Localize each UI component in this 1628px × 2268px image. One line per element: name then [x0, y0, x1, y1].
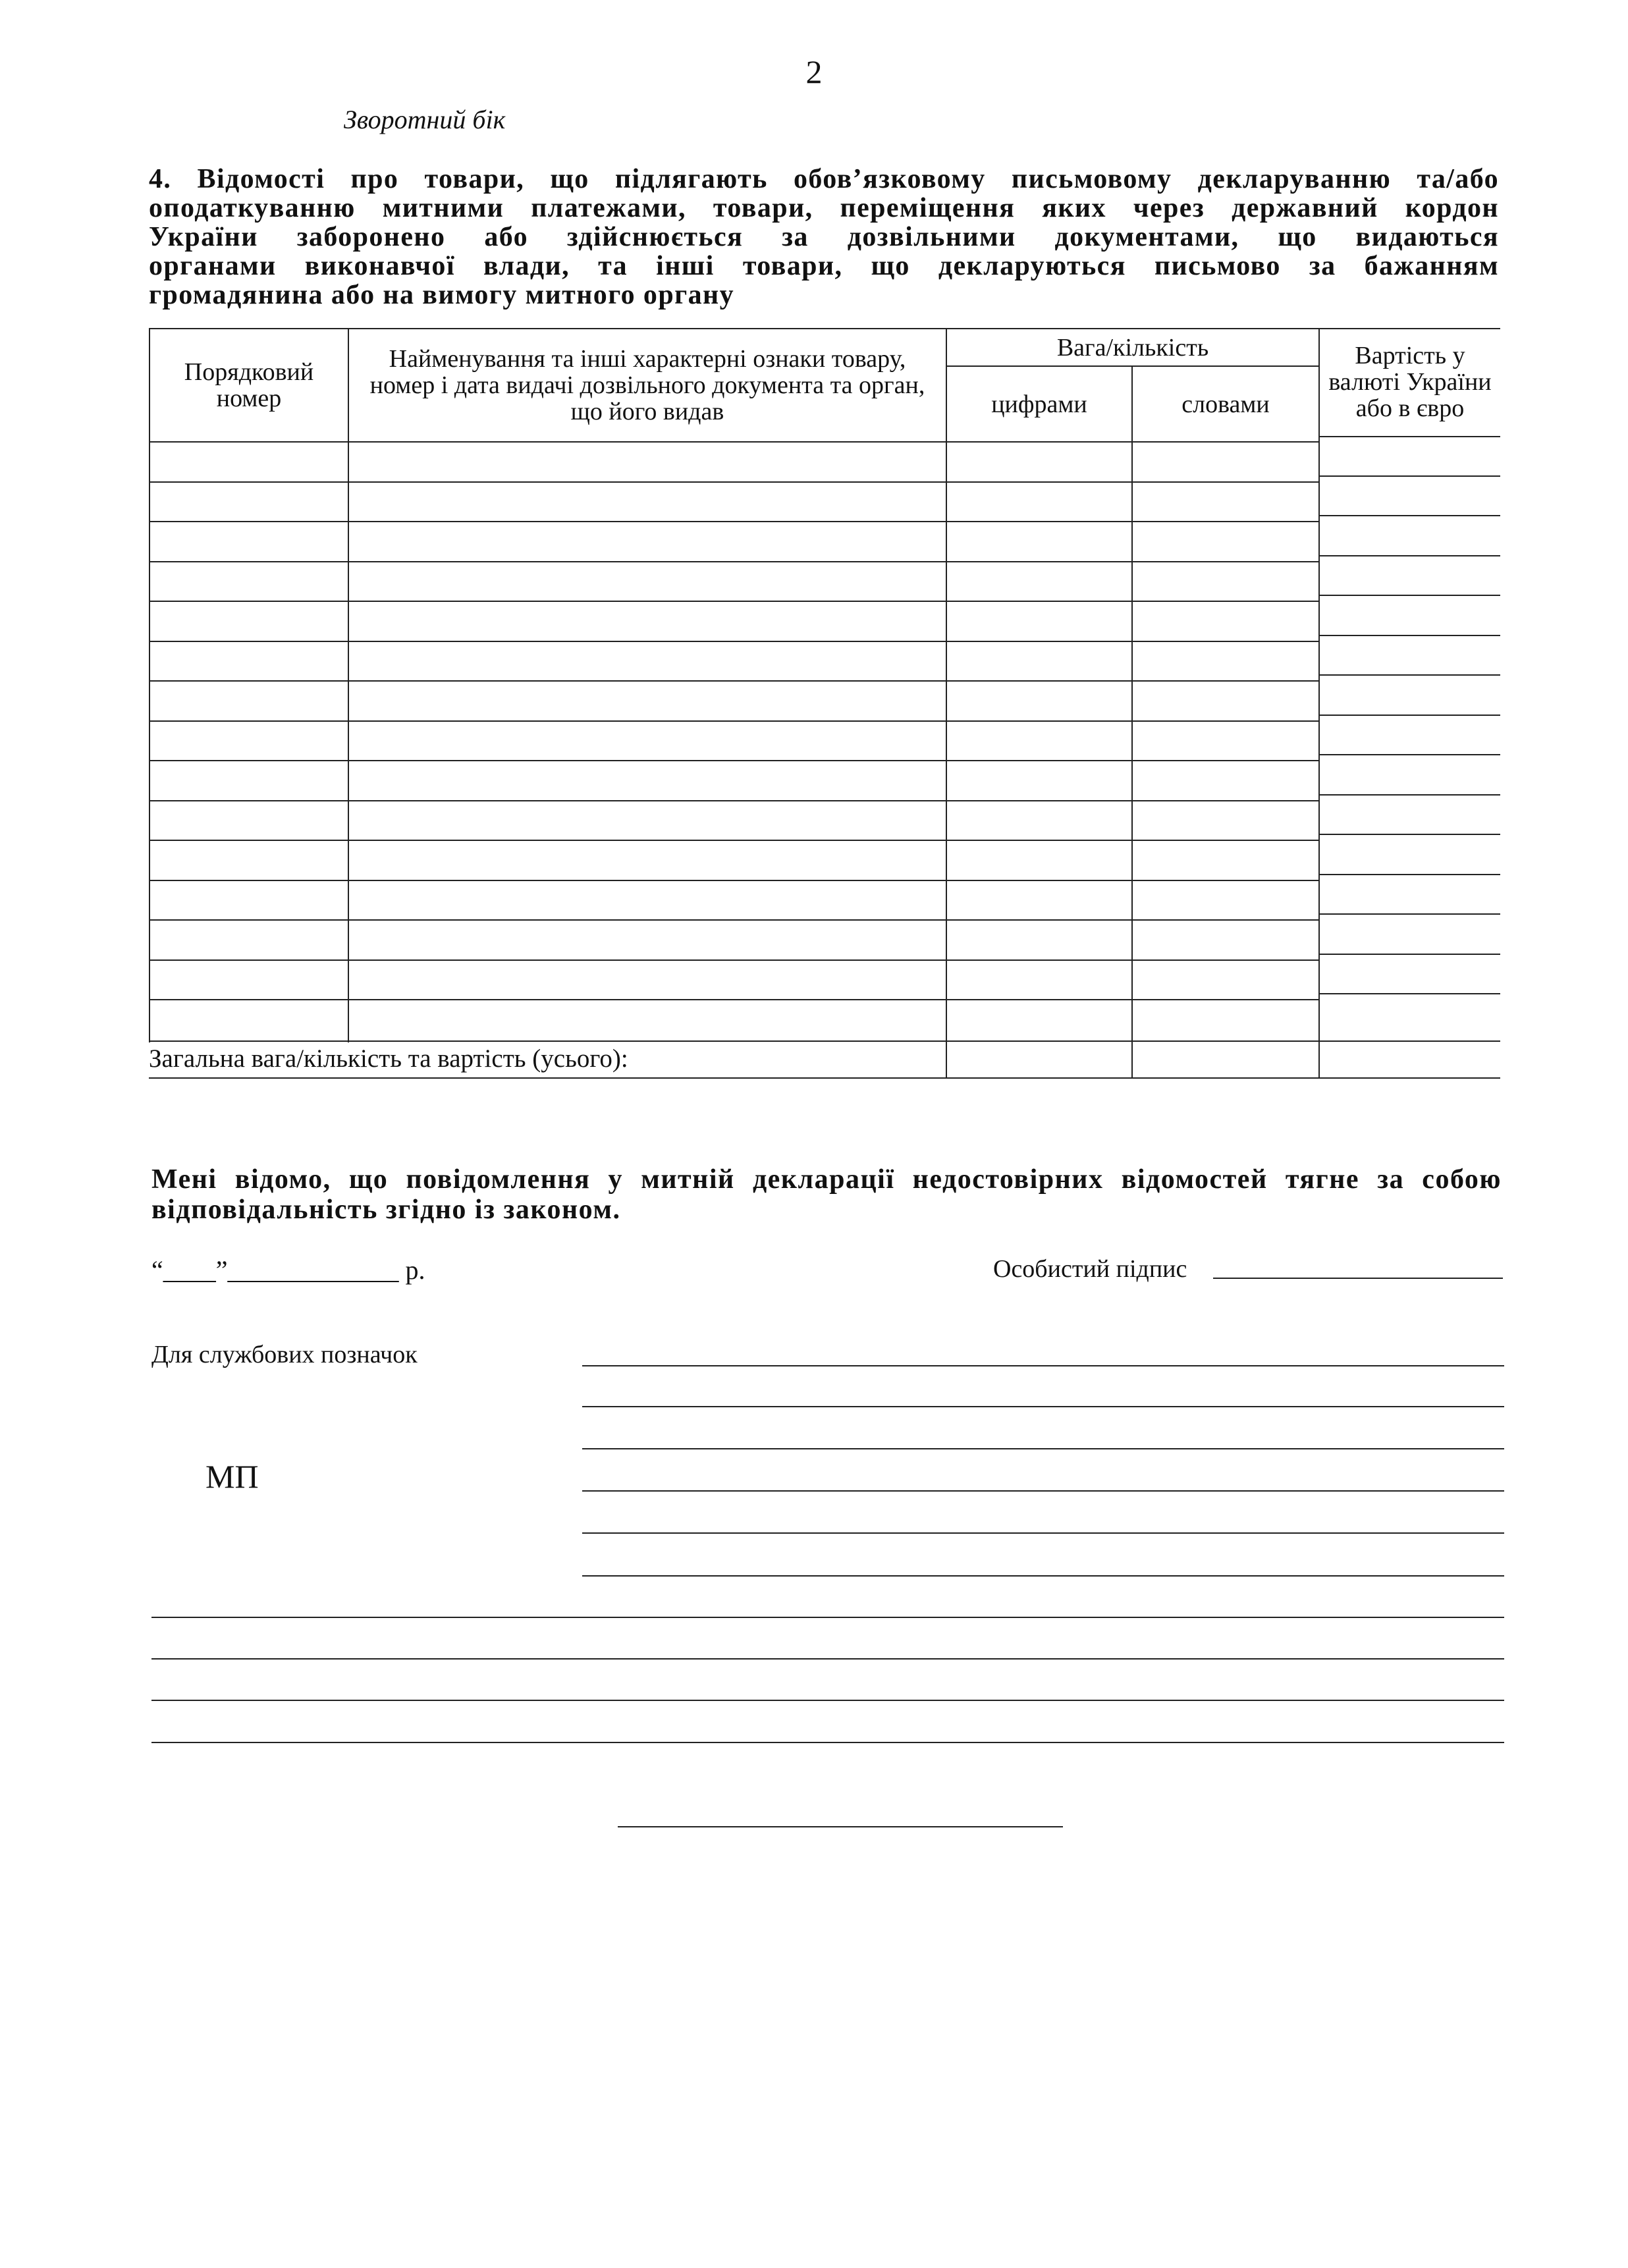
service-notes-label: Для службових позначок — [151, 1341, 418, 1368]
header-words: словами — [1181, 390, 1270, 418]
header-digits: цифрами — [991, 390, 1087, 418]
table-row — [1318, 874, 1500, 875]
table-row — [149, 840, 1318, 841]
service-notes-line[interactable] — [582, 1448, 1504, 1449]
service-notes-line[interactable] — [582, 1406, 1504, 1407]
table-bottom-border — [149, 1077, 1500, 1079]
header-name: Найменування та інші характерні ознаки товару, номер і дата видачі дозвільного документа та орган, що його видав — [369, 345, 925, 425]
table-row — [1318, 834, 1500, 835]
service-notes-line[interactable] — [582, 1575, 1504, 1577]
table-border — [1318, 328, 1320, 1077]
table-border — [946, 365, 1318, 367]
service-notes-line[interactable] — [151, 1658, 1504, 1660]
table-row — [149, 561, 1318, 562]
table-row — [1318, 794, 1500, 796]
section-heading — [149, 165, 1499, 310]
total-label: Загальна вага/кількість та вартість (усього): — [149, 1044, 628, 1073]
table-row — [1318, 635, 1500, 636]
table-border — [1131, 365, 1133, 1077]
table-row — [1318, 475, 1500, 477]
heading-line: органами виконавчої влади, та інші товари, що декларуються письмово за бажанням — [149, 251, 1499, 281]
table-row — [1318, 674, 1500, 676]
table-row — [149, 521, 1318, 522]
heading-line: 4. Відомості про товари, що підлягають обов’язковому письмовому декларуванню та/або — [149, 164, 1499, 194]
table-row — [1318, 555, 1500, 556]
table-row — [149, 959, 1318, 961]
table-row — [149, 1040, 1500, 1042]
service-notes-line[interactable] — [582, 1490, 1504, 1492]
table-row — [1318, 913, 1500, 915]
heading-line: оподаткуванню митними платежами, товари, переміщення яких через державний кордон — [149, 193, 1499, 223]
closing-separator — [618, 1826, 1063, 1827]
service-notes-line[interactable] — [151, 1742, 1504, 1743]
table-row — [149, 999, 1318, 1000]
table-row — [1318, 595, 1500, 596]
table-border — [1318, 436, 1500, 437]
table-row — [149, 800, 1318, 801]
table-border — [149, 441, 1318, 443]
table-row — [1318, 515, 1500, 516]
stamp-place-label: МП — [205, 1458, 259, 1495]
header-value: Вартість у валюті України або в євро — [1328, 342, 1492, 422]
date-field[interactable]: “____”_____________ р. — [151, 1255, 425, 1285]
declaration-statement: Мені відомо, що повідомлення у митній декларації недостовірних відомостей тягне за собою відповідальність згідно із законом. — [151, 1164, 1502, 1225]
service-notes-line[interactable] — [582, 1532, 1504, 1534]
page-number: 2 — [805, 53, 823, 90]
header-weight-group: Вага/кількість — [1056, 333, 1209, 362]
side-label: Зворотний бік — [344, 105, 506, 134]
table-row — [1318, 954, 1500, 955]
table-row — [1318, 754, 1500, 755]
table-row — [149, 880, 1318, 881]
table-border — [149, 328, 1500, 329]
table-border — [149, 328, 150, 1042]
table-row — [149, 601, 1318, 602]
service-notes-line[interactable] — [582, 1365, 1504, 1366]
table-row — [149, 680, 1318, 682]
table-row — [149, 481, 1318, 483]
signature-field[interactable] — [1213, 1278, 1503, 1279]
signature-label: Особистий підпис — [993, 1255, 1187, 1283]
header-number: Порядковий номер — [184, 358, 314, 412]
table-row — [1318, 993, 1500, 994]
heading-line: України заборонено або здійснюється за дозвільними документами, що видаються — [149, 222, 1499, 252]
table-row — [149, 641, 1318, 642]
heading-line: громадянина або на вимогу митного органу — [149, 280, 734, 310]
service-notes-line[interactable] — [151, 1617, 1504, 1618]
table-row — [1318, 715, 1500, 716]
table-row — [149, 919, 1318, 921]
table-border — [946, 328, 947, 1077]
service-notes-line[interactable] — [151, 1700, 1504, 1701]
table-border — [348, 328, 349, 1042]
table-row — [149, 720, 1318, 722]
table-row — [149, 760, 1318, 761]
